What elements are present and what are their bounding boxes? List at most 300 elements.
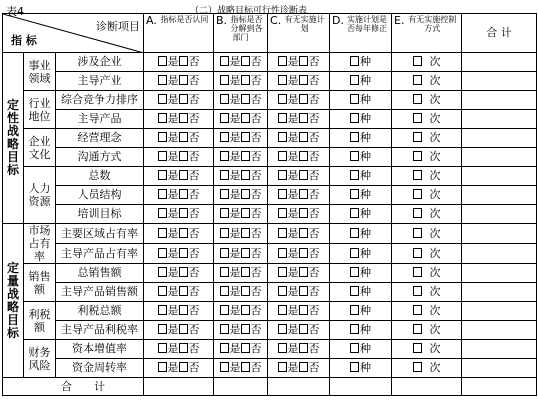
recognized-no-checkbox[interactable] [179, 75, 188, 85]
plan-cell [268, 205, 330, 224]
plan-no-checkbox[interactable] [299, 267, 308, 277]
revision-kind-label: 种 [360, 323, 372, 336]
decomposed-no-checkbox[interactable] [241, 208, 250, 218]
plan-yes-label: 是 [287, 74, 299, 87]
row-total-cell[interactable] [462, 148, 537, 167]
recognized-yes-checkbox[interactable] [158, 94, 167, 104]
decomposed-yes-label: 是 [229, 169, 241, 182]
revision-kind-checkbox[interactable] [350, 324, 359, 334]
plan-yes-checkbox[interactable] [278, 113, 287, 123]
control-times-label: 次 [429, 55, 441, 68]
plan-no-checkbox[interactable] [299, 189, 308, 199]
plan-no-checkbox[interactable] [299, 151, 308, 161]
plan-no-checkbox[interactable] [299, 94, 308, 104]
recognized-yes-checkbox[interactable] [158, 343, 167, 353]
decomposed-no-label: 否 [250, 74, 262, 87]
plan-yes-checkbox[interactable] [278, 75, 287, 85]
recognized-no-checkbox[interactable] [179, 132, 188, 142]
revision-kind-checkbox[interactable] [350, 286, 359, 296]
plan-yes-label: 是 [287, 150, 299, 163]
decomposed-yes-label: 是 [229, 93, 241, 106]
decomposed-yes-label: 是 [229, 131, 241, 144]
recognized-no-label: 否 [188, 150, 200, 163]
recognized-cell [144, 340, 214, 359]
decomposed-no-checkbox[interactable] [241, 94, 250, 104]
recognized-yes-checkbox[interactable] [158, 75, 167, 85]
table-row [3, 167, 537, 186]
footer-total-cell[interactable] [330, 378, 392, 396]
control-times-cell [392, 224, 462, 244]
control-times-checkbox[interactable] [413, 170, 422, 180]
recognized-no-checkbox[interactable] [179, 286, 188, 296]
row-total-cell[interactable] [462, 167, 537, 186]
plan-yes-label: 是 [287, 342, 299, 355]
plan-cell [268, 186, 330, 205]
revision-kind-checkbox[interactable] [350, 208, 359, 218]
control-times-cell [392, 110, 462, 129]
row-total-cell[interactable] [462, 129, 537, 148]
row-total-cell[interactable] [462, 283, 537, 302]
recognized-no-checkbox[interactable] [179, 94, 188, 104]
decomposed-yes-label: 是 [229, 266, 241, 279]
plan-no-label: 否 [308, 342, 320, 355]
decomposed-yes-label: 是 [229, 285, 241, 298]
row-total-cell[interactable] [462, 110, 537, 129]
recognized-cell [144, 205, 214, 224]
recognized-no-checkbox[interactable] [179, 151, 188, 161]
revision-kind-label: 种 [360, 131, 372, 144]
recognized-no-checkbox[interactable] [179, 343, 188, 353]
control-times-label: 次 [429, 150, 441, 163]
control-times-label: 次 [429, 246, 441, 260]
column-b-letter: B. [216, 14, 228, 27]
group-quantitative-label: 定量战略目标 [3, 224, 24, 378]
revision-kind-cell [330, 129, 392, 148]
control-times-cell [392, 148, 462, 167]
plan-cell [268, 244, 330, 264]
decomposed-yes-checkbox[interactable] [220, 189, 229, 199]
control-times-cell [392, 321, 462, 340]
decomposed-yes-checkbox[interactable] [220, 324, 229, 334]
table-row [3, 321, 537, 340]
footer-total-cell[interactable] [462, 378, 537, 396]
decomposed-yes-checkbox[interactable] [220, 113, 229, 123]
decomposed-yes-checkbox[interactable] [220, 56, 229, 66]
decomposed-no-checkbox[interactable] [241, 228, 250, 238]
plan-yes-checkbox[interactable] [278, 343, 287, 353]
row-total-cell[interactable] [462, 244, 537, 264]
column-d-letter: D. [332, 14, 344, 27]
indicator-name: 总数 [56, 167, 144, 186]
table-row [3, 91, 537, 110]
row-total-cell[interactable] [462, 186, 537, 205]
decomposed-yes-label: 是 [229, 188, 241, 201]
footer-total-cell[interactable] [268, 378, 330, 396]
recognized-yes-label: 是 [167, 304, 179, 317]
decomposed-yes-checkbox[interactable] [220, 248, 229, 258]
plan-cell [268, 167, 330, 186]
revision-kind-cell [330, 264, 392, 283]
row-total-cell[interactable] [462, 205, 537, 224]
plan-yes-checkbox[interactable] [278, 286, 287, 296]
decomposed-no-label: 否 [250, 131, 262, 144]
control-times-checkbox[interactable] [413, 248, 422, 258]
subcategory-business-field: 事业领域 [24, 53, 56, 91]
control-times-cell [392, 91, 462, 110]
plan-yes-checkbox[interactable] [278, 362, 287, 372]
revision-kind-label: 种 [360, 246, 372, 260]
decomposed-no-checkbox[interactable] [241, 324, 250, 334]
control-times-checkbox[interactable] [413, 286, 422, 296]
recognized-yes-checkbox[interactable] [158, 189, 167, 199]
decomposed-yes-checkbox[interactable] [220, 228, 229, 238]
recognized-no-label: 否 [188, 93, 200, 106]
revision-kind-label: 种 [360, 361, 372, 374]
recognized-yes-label: 是 [167, 112, 179, 125]
recognized-yes-checkbox[interactable] [158, 267, 167, 277]
plan-yes-label: 是 [287, 55, 299, 68]
recognized-no-checkbox[interactable] [179, 113, 188, 123]
control-times-checkbox[interactable] [413, 208, 422, 218]
revision-kind-checkbox[interactable] [350, 113, 359, 123]
recognized-no-checkbox[interactable] [179, 362, 188, 372]
decomposed-yes-label: 是 [229, 112, 241, 125]
decomposed-cell [214, 148, 268, 167]
decomposed-no-checkbox[interactable] [241, 305, 250, 315]
plan-yes-label: 是 [287, 188, 299, 201]
plan-no-checkbox[interactable] [299, 286, 308, 296]
control-times-checkbox[interactable] [413, 362, 422, 372]
plan-yes-label: 是 [287, 285, 299, 298]
decomposed-no-label: 否 [250, 246, 262, 260]
recognized-yes-checkbox[interactable] [158, 113, 167, 123]
decomposed-cell [214, 167, 268, 186]
indicator-name: 综合竞争力排序 [56, 91, 144, 110]
decomposed-yes-checkbox[interactable] [220, 362, 229, 372]
recognized-cell [144, 91, 214, 110]
strategy-diagnosis-table [2, 13, 537, 396]
plan-yes-checkbox[interactable] [278, 170, 287, 180]
indicator-name: 主导产业 [56, 72, 144, 91]
revision-kind-cell [330, 283, 392, 302]
revision-kind-label: 种 [360, 207, 372, 220]
row-total-cell[interactable] [462, 359, 537, 378]
plan-no-checkbox[interactable] [299, 305, 308, 315]
recognized-yes-checkbox[interactable] [158, 151, 167, 161]
decomposed-yes-checkbox[interactable] [220, 75, 229, 85]
revision-kind-checkbox[interactable] [350, 362, 359, 372]
decomposed-yes-checkbox[interactable] [220, 208, 229, 218]
decomposed-yes-checkbox[interactable] [220, 94, 229, 104]
recognized-yes-checkbox[interactable] [158, 170, 167, 180]
plan-no-checkbox[interactable] [299, 248, 308, 258]
decomposed-yes-checkbox[interactable] [220, 286, 229, 296]
revision-kind-checkbox[interactable] [350, 56, 359, 66]
plan-cell [268, 264, 330, 283]
plan-yes-label: 是 [287, 131, 299, 144]
control-times-label: 次 [429, 207, 441, 220]
plan-no-label: 否 [308, 93, 320, 106]
plan-yes-checkbox[interactable] [278, 56, 287, 66]
revision-kind-label: 种 [360, 266, 372, 279]
indicator-name: 总销售额 [56, 264, 144, 283]
recognized-yes-checkbox[interactable] [158, 56, 167, 66]
recognized-no-checkbox[interactable] [179, 248, 188, 258]
row-total-cell[interactable] [462, 224, 537, 244]
plan-no-checkbox[interactable] [299, 132, 308, 142]
control-times-checkbox[interactable] [413, 113, 422, 123]
control-times-cell [392, 53, 462, 72]
recognized-yes-checkbox[interactable] [158, 248, 167, 258]
plan-cell [268, 91, 330, 110]
decomposed-yes-checkbox[interactable] [220, 343, 229, 353]
revision-kind-checkbox[interactable] [350, 75, 359, 85]
plan-no-checkbox[interactable] [299, 228, 308, 238]
recognized-yes-label: 是 [167, 93, 179, 106]
row-total-cell[interactable] [462, 264, 537, 283]
revision-kind-checkbox[interactable] [350, 343, 359, 353]
footer-total-cell[interactable] [392, 378, 462, 396]
table-row [3, 340, 537, 359]
revision-kind-cell [330, 186, 392, 205]
plan-no-checkbox[interactable] [299, 56, 308, 66]
table-row [3, 186, 537, 205]
revision-kind-checkbox[interactable] [350, 248, 359, 258]
recognized-cell [144, 302, 214, 321]
recognized-cell [144, 148, 214, 167]
decomposed-cell [214, 91, 268, 110]
plan-no-label: 否 [308, 246, 320, 260]
plan-yes-checkbox[interactable] [278, 248, 287, 258]
recognized-cell [144, 359, 214, 378]
control-times-label: 次 [429, 226, 441, 240]
plan-no-label: 否 [308, 74, 320, 87]
plan-cell [268, 72, 330, 91]
decomposed-no-checkbox[interactable] [241, 362, 250, 372]
decomposed-no-label: 否 [250, 226, 262, 240]
plan-yes-checkbox[interactable] [278, 94, 287, 104]
plan-no-label: 否 [308, 55, 320, 68]
recognized-cell [144, 110, 214, 129]
recognized-cell [144, 186, 214, 205]
recognized-no-label: 否 [188, 323, 200, 336]
recognized-no-label: 否 [188, 169, 200, 182]
decomposed-no-label: 否 [250, 285, 262, 298]
recognized-no-checkbox[interactable] [179, 208, 188, 218]
revision-kind-checkbox[interactable] [350, 189, 359, 199]
control-times-cell [392, 264, 462, 283]
subcategory-human-resources: 人力资源 [24, 167, 56, 224]
control-times-cell [392, 186, 462, 205]
control-times-checkbox[interactable] [413, 151, 422, 161]
recognized-no-checkbox[interactable] [179, 324, 188, 334]
decomposed-cell [214, 72, 268, 91]
revision-kind-checkbox[interactable] [350, 94, 359, 104]
recognized-yes-label: 是 [167, 285, 179, 298]
plan-no-label: 否 [308, 323, 320, 336]
decomposed-no-checkbox[interactable] [241, 75, 250, 85]
recognized-yes-checkbox[interactable] [158, 362, 167, 372]
plan-yes-checkbox[interactable] [278, 189, 287, 199]
plan-yes-checkbox[interactable] [278, 132, 287, 142]
decomposed-no-checkbox[interactable] [241, 189, 250, 199]
recognized-yes-label: 是 [167, 266, 179, 279]
column-e-text: 有无实施控制方式 [408, 15, 457, 33]
row-total-cell[interactable] [462, 53, 537, 72]
revision-kind-checkbox[interactable] [350, 151, 359, 161]
control-times-checkbox[interactable] [413, 228, 422, 238]
decomposed-yes-checkbox[interactable] [220, 170, 229, 180]
revision-kind-cell [330, 340, 392, 359]
decomposed-yes-checkbox[interactable] [220, 305, 229, 315]
table-row [3, 224, 537, 244]
control-times-label: 次 [429, 93, 441, 106]
plan-no-label: 否 [308, 304, 320, 317]
revision-kind-label: 种 [360, 304, 372, 317]
plan-no-checkbox[interactable] [299, 113, 308, 123]
table-row [3, 205, 537, 224]
recognized-yes-checkbox[interactable] [158, 286, 167, 296]
recognized-cell [144, 129, 214, 148]
plan-no-label: 否 [308, 112, 320, 125]
revision-kind-checkbox[interactable] [350, 305, 359, 315]
subcategory-sales: 销售额 [24, 264, 56, 302]
row-total-cell[interactable] [462, 91, 537, 110]
decomposed-yes-label: 是 [229, 55, 241, 68]
recognized-no-checkbox[interactable] [179, 189, 188, 199]
recognized-no-checkbox[interactable] [179, 305, 188, 315]
recognized-yes-checkbox[interactable] [158, 132, 167, 142]
decomposed-yes-checkbox[interactable] [220, 151, 229, 161]
control-times-checkbox[interactable] [413, 75, 422, 85]
plan-no-checkbox[interactable] [299, 343, 308, 353]
decomposed-no-checkbox[interactable] [241, 132, 250, 142]
recognized-yes-checkbox[interactable] [158, 305, 167, 315]
revision-kind-cell [330, 91, 392, 110]
decomposed-no-checkbox[interactable] [241, 113, 250, 123]
plan-cell [268, 110, 330, 129]
recognized-yes-label: 是 [167, 323, 179, 336]
plan-yes-label: 是 [287, 93, 299, 106]
revision-kind-cell [330, 72, 392, 91]
recognized-yes-label: 是 [167, 207, 179, 220]
row-total-cell[interactable] [462, 72, 537, 91]
plan-no-label: 否 [308, 169, 320, 182]
plan-no-checkbox[interactable] [299, 170, 308, 180]
plan-no-checkbox[interactable] [299, 208, 308, 218]
plan-yes-checkbox[interactable] [278, 305, 287, 315]
indicator-name: 资金周转率 [56, 359, 144, 378]
plan-no-checkbox[interactable] [299, 75, 308, 85]
recognized-yes-checkbox[interactable] [158, 324, 167, 334]
table-row [3, 110, 537, 129]
decomposed-no-checkbox[interactable] [241, 170, 250, 180]
recognized-no-checkbox[interactable] [179, 56, 188, 66]
decomposed-no-checkbox[interactable] [241, 151, 250, 161]
plan-yes-label: 是 [287, 266, 299, 279]
control-times-label: 次 [429, 266, 441, 279]
column-c-letter: C. [270, 14, 282, 27]
plan-yes-checkbox[interactable] [278, 208, 287, 218]
plan-no-checkbox[interactable] [299, 362, 308, 372]
recognized-no-checkbox[interactable] [179, 170, 188, 180]
revision-kind-label: 种 [360, 150, 372, 163]
diagnosis-item-label: 诊断项目 [96, 20, 141, 33]
control-times-checkbox[interactable] [413, 267, 422, 277]
control-times-checkbox[interactable] [413, 189, 422, 199]
decomposed-no-checkbox[interactable] [241, 248, 250, 258]
control-times-checkbox[interactable] [413, 132, 422, 142]
control-times-cell [392, 167, 462, 186]
recognized-no-label: 否 [188, 226, 200, 240]
control-times-label: 次 [429, 361, 441, 374]
indicator-name: 主要区域占有率 [56, 224, 144, 244]
row-total-cell[interactable] [462, 340, 537, 359]
subcategory-market-share: 市场占有率 [24, 224, 56, 264]
table-number-label: 表4 [6, 5, 24, 18]
decomposed-no-checkbox[interactable] [241, 56, 250, 66]
footer-total-cell[interactable] [214, 378, 268, 396]
control-times-checkbox[interactable] [413, 305, 422, 315]
control-times-checkbox[interactable] [413, 94, 422, 104]
decomposed-no-checkbox[interactable] [241, 286, 250, 296]
decomposed-cell [214, 302, 268, 321]
control-times-checkbox[interactable] [413, 324, 422, 334]
recognized-no-label: 否 [188, 304, 200, 317]
recognized-no-checkbox[interactable] [179, 267, 188, 277]
plan-yes-checkbox[interactable] [278, 228, 287, 238]
recognized-no-label: 否 [188, 207, 200, 220]
control-times-checkbox[interactable] [413, 56, 422, 66]
decomposed-no-label: 否 [250, 112, 262, 125]
revision-kind-checkbox[interactable] [350, 228, 359, 238]
column-header-e [392, 14, 462, 53]
control-times-cell [392, 244, 462, 264]
decomposed-cell [214, 359, 268, 378]
decomposed-no-label: 否 [250, 93, 262, 106]
revision-kind-label: 种 [360, 188, 372, 201]
revision-kind-checkbox[interactable] [350, 132, 359, 142]
indicator-name: 利税总额 [56, 302, 144, 321]
plan-no-checkbox[interactable] [299, 324, 308, 334]
control-times-checkbox[interactable] [413, 343, 422, 353]
footer-total-cell[interactable] [144, 378, 214, 396]
decomposed-yes-checkbox[interactable] [220, 132, 229, 142]
recognized-no-label: 否 [188, 112, 200, 125]
row-total-cell[interactable] [462, 302, 537, 321]
recognized-yes-checkbox[interactable] [158, 228, 167, 238]
subcategory-profit-tax: 利税额 [24, 302, 56, 340]
plan-yes-checkbox[interactable] [278, 267, 287, 277]
plan-yes-checkbox[interactable] [278, 324, 287, 334]
recognized-no-checkbox[interactable] [179, 228, 188, 238]
decomposed-yes-checkbox[interactable] [220, 267, 229, 277]
recognized-cell [144, 167, 214, 186]
revision-kind-cell [330, 244, 392, 264]
indicator-name: 主导产品占有率 [56, 244, 144, 264]
recognized-yes-checkbox[interactable] [158, 208, 167, 218]
revision-kind-cell [330, 321, 392, 340]
revision-kind-checkbox[interactable] [350, 267, 359, 277]
row-total-cell[interactable] [462, 321, 537, 340]
decomposed-no-checkbox[interactable] [241, 343, 250, 353]
control-times-label: 次 [429, 169, 441, 182]
revision-kind-checkbox[interactable] [350, 170, 359, 180]
plan-yes-checkbox[interactable] [278, 151, 287, 161]
column-header-a [144, 14, 214, 53]
recognized-cell [144, 321, 214, 340]
decomposed-no-checkbox[interactable] [241, 267, 250, 277]
